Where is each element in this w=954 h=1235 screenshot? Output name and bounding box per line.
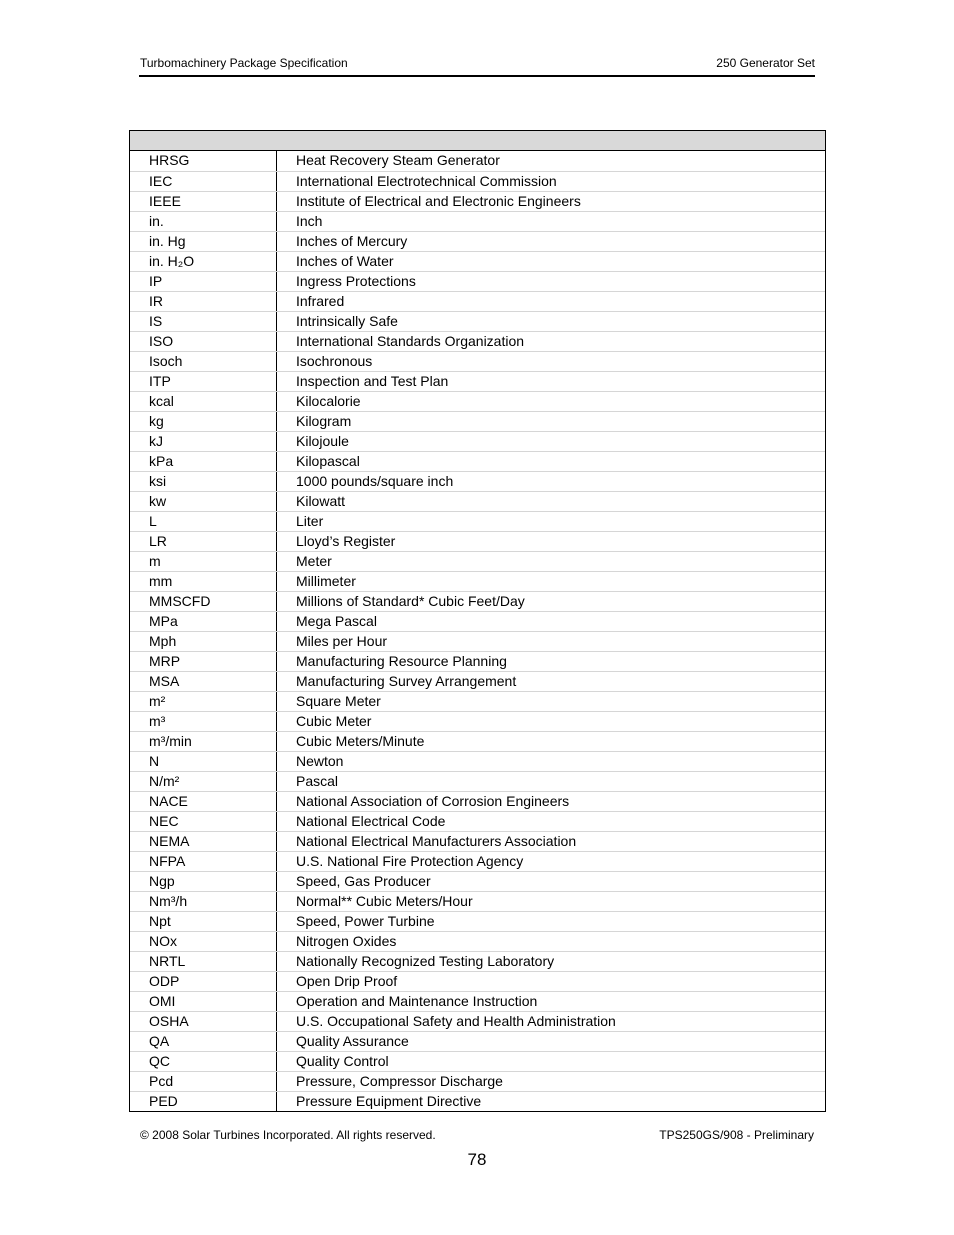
definition-cell: Normal** Cubic Meters/Hour <box>296 893 473 909</box>
definition-cell: Pressure Equipment Directive <box>296 1093 482 1109</box>
table-row <box>130 531 825 551</box>
definition-cell: Nationally Recognized Testing Laboratory <box>296 953 555 969</box>
abbreviation-cell: ISO <box>130 332 277 351</box>
table-row <box>130 751 825 771</box>
abbreviation-cell: IS <box>130 312 277 331</box>
abbreviation-cell: ITP <box>130 372 277 391</box>
abbreviation-cell: QC <box>130 1052 277 1071</box>
abbreviation-cell: m <box>130 552 277 571</box>
definition-cell: Open Drip Proof <box>296 973 398 989</box>
abbreviation-cell: kw <box>130 492 277 511</box>
definition-cell: Infrared <box>296 293 345 309</box>
abbreviation-cell: Pcd <box>130 1072 277 1091</box>
definition-cell: U.S. National Fire Protection Agency <box>296 853 524 869</box>
definition-cell: Lloyd’s Register <box>296 533 396 549</box>
definition-cell: Mega Pascal <box>296 613 377 629</box>
definition-cell: International Standards Organization <box>296 333 525 349</box>
table-row <box>130 331 825 351</box>
abbreviation-cell: NFPA <box>130 852 277 871</box>
table-row <box>130 731 825 751</box>
table-row <box>130 1071 825 1091</box>
table-row <box>130 671 825 691</box>
table-row <box>130 171 825 191</box>
definition-cell: Manufacturing Resource Planning <box>296 653 507 669</box>
table-row <box>130 271 825 291</box>
table-row <box>130 811 825 831</box>
abbreviation-cell: MSA <box>130 672 277 691</box>
abbreviation-cell: kPa <box>130 452 277 471</box>
definition-cell: Kilowatt <box>296 493 346 509</box>
table-row <box>130 631 825 651</box>
abbreviation-cell: N/m² <box>130 772 277 791</box>
header-product-name: 250 Generator Set <box>716 56 815 70</box>
abbreviation-cell: OSHA <box>130 1012 277 1031</box>
definition-cell: Ingress Protections <box>296 273 416 289</box>
table-row <box>130 851 825 871</box>
definition-cell: Kilojoule <box>296 433 349 449</box>
abbreviation-cell: NRTL <box>130 952 277 971</box>
abbreviation-cell: HRSG <box>130 151 277 171</box>
table-row <box>130 411 825 431</box>
abbreviation-cell: Nm³/h <box>130 892 277 911</box>
table-row <box>130 451 825 471</box>
abbreviation-cell: NEMA <box>130 832 277 851</box>
definition-cell: Cubic Meter <box>296 713 372 729</box>
abbreviation-cell: in. Hg <box>130 232 277 251</box>
abbreviation-cell: Npt <box>130 912 277 931</box>
table-row <box>130 911 825 931</box>
abbreviation-cell: kg <box>130 412 277 431</box>
table-row <box>130 491 825 511</box>
definition-cell: Quality Control <box>296 1053 389 1069</box>
table-body <box>130 151 825 1111</box>
table-row <box>130 1051 825 1071</box>
abbreviation-cell: kcal <box>130 392 277 411</box>
table-row <box>130 651 825 671</box>
definition-cell: Kilopascal <box>296 453 360 469</box>
definition-cell: Kilogram <box>296 413 352 429</box>
table-row <box>130 251 825 271</box>
table-row <box>130 611 825 631</box>
abbreviation-cell: m³/min <box>130 732 277 751</box>
table-row <box>130 931 825 951</box>
abbreviation-cell: m² <box>130 692 277 711</box>
definition-cell: Quality Assurance <box>296 1033 409 1049</box>
table-row <box>130 1091 825 1111</box>
definition-cell: Isochronous <box>296 353 373 369</box>
footer-document-id: TPS250GS/908 - Preliminary <box>659 1128 814 1142</box>
abbreviation-cell: NEC <box>130 812 277 831</box>
definition-cell: Cubic Meters/Minute <box>296 733 425 749</box>
abbreviation-cell: ODP <box>130 972 277 991</box>
table-row <box>130 291 825 311</box>
table-header-bar <box>130 131 825 151</box>
definition-cell: Institute of Electrical and Electronic Engineers <box>296 193 581 209</box>
header-document-title: Turbomachinery Package Specification <box>140 56 348 70</box>
table-row <box>130 831 825 851</box>
abbreviation-cell: IEEE <box>130 192 277 211</box>
abbreviation-cell: IR <box>130 292 277 311</box>
definition-cell: Miles per Hour <box>296 633 388 649</box>
page-header <box>139 55 815 77</box>
table-row <box>130 231 825 251</box>
definition-cell: Nitrogen Oxides <box>296 933 397 949</box>
abbreviation-cell: LR <box>130 532 277 551</box>
definition-cell: Millimeter <box>296 573 356 589</box>
abbreviation-cell: Mph <box>130 632 277 651</box>
table-row <box>130 991 825 1011</box>
definition-cell: Inches of Water <box>296 253 394 269</box>
abbreviation-cell: MRP <box>130 652 277 671</box>
abbreviation-cell: kJ <box>130 432 277 451</box>
table-row <box>130 1011 825 1031</box>
table-row <box>130 151 825 171</box>
abbreviation-cell: PED <box>130 1092 277 1111</box>
table-row <box>130 711 825 731</box>
definition-cell: Inches of Mercury <box>296 233 408 249</box>
abbreviation-cell: in. H₂O <box>130 252 277 271</box>
definition-cell: Inspection and Test Plan <box>296 373 449 389</box>
abbreviation-cell: Ngp <box>130 872 277 891</box>
table-row <box>130 791 825 811</box>
abbreviation-cell: OMI <box>130 992 277 1011</box>
abbreviation-cell: IEC <box>130 172 277 191</box>
table-row <box>130 951 825 971</box>
table-row <box>130 571 825 591</box>
table-row <box>130 311 825 331</box>
table-row <box>130 511 825 531</box>
abbreviation-cell: mm <box>130 572 277 591</box>
definition-cell: Intrinsically Safe <box>296 313 398 329</box>
definition-cell: National Electrical Code <box>296 813 446 829</box>
definition-cell: International Electrotechnical Commission <box>296 173 557 189</box>
table-row <box>130 351 825 371</box>
abbreviations-table <box>129 130 826 1112</box>
table-row <box>130 371 825 391</box>
definition-cell: National Electrical Manufacturers Association <box>296 833 577 849</box>
table-row <box>130 891 825 911</box>
abbreviation-cell: NOx <box>130 932 277 951</box>
abbreviation-cell: ksi <box>130 472 277 491</box>
definition-cell: Pressure, Compressor Discharge <box>296 1073 503 1089</box>
definition-cell: Heat Recovery Steam Generator <box>296 152 500 168</box>
definition-cell: Operation and Maintenance Instruction <box>296 993 538 1009</box>
table-row <box>130 551 825 571</box>
abbreviation-cell: MMSCFD <box>130 592 277 611</box>
footer-copyright: © 2008 Solar Turbines Incorporated. All rights reserved. <box>140 1128 436 1142</box>
abbreviation-cell: IP <box>130 272 277 291</box>
table-row <box>130 1031 825 1051</box>
table-row <box>130 191 825 211</box>
definition-cell: Manufacturing Survey Arrangement <box>296 673 517 689</box>
table-row <box>130 471 825 491</box>
table-row <box>130 691 825 711</box>
definition-cell: Speed, Gas Producer <box>296 873 431 889</box>
definition-cell: Square Meter <box>296 693 381 709</box>
table-row <box>130 971 825 991</box>
table-row <box>130 391 825 411</box>
definition-cell: Inch <box>296 213 323 229</box>
definition-cell: Speed, Power Turbine <box>296 913 435 929</box>
table-row <box>130 431 825 451</box>
table-row <box>130 871 825 891</box>
page-number: 78 <box>467 1150 487 1169</box>
table-row <box>130 771 825 791</box>
abbreviation-cell: Isoch <box>130 352 277 371</box>
definition-cell: Meter <box>296 553 332 569</box>
abbreviation-cell: N <box>130 752 277 771</box>
abbreviation-cell: L <box>130 512 277 531</box>
definition-cell: 1000 pounds/square inch <box>296 473 454 489</box>
definition-cell: Liter <box>296 513 324 529</box>
definition-cell: Millions of Standard* Cubic Feet/Day <box>296 593 525 609</box>
definition-cell: Kilocalorie <box>296 393 361 409</box>
abbreviation-cell: QA <box>130 1032 277 1051</box>
definition-cell: National Association of Corrosion Engineers <box>296 793 570 809</box>
table-row <box>130 211 825 231</box>
abbreviation-cell: in. <box>130 212 277 231</box>
definition-cell: Newton <box>296 753 344 769</box>
table-row <box>130 591 825 611</box>
definition-cell: Pascal <box>296 773 339 789</box>
definition-cell: U.S. Occupational Safety and Health Administration <box>296 1013 616 1029</box>
abbreviation-cell: NACE <box>130 792 277 811</box>
abbreviation-cell: MPa <box>130 612 277 631</box>
abbreviation-cell: m³ <box>130 712 277 731</box>
